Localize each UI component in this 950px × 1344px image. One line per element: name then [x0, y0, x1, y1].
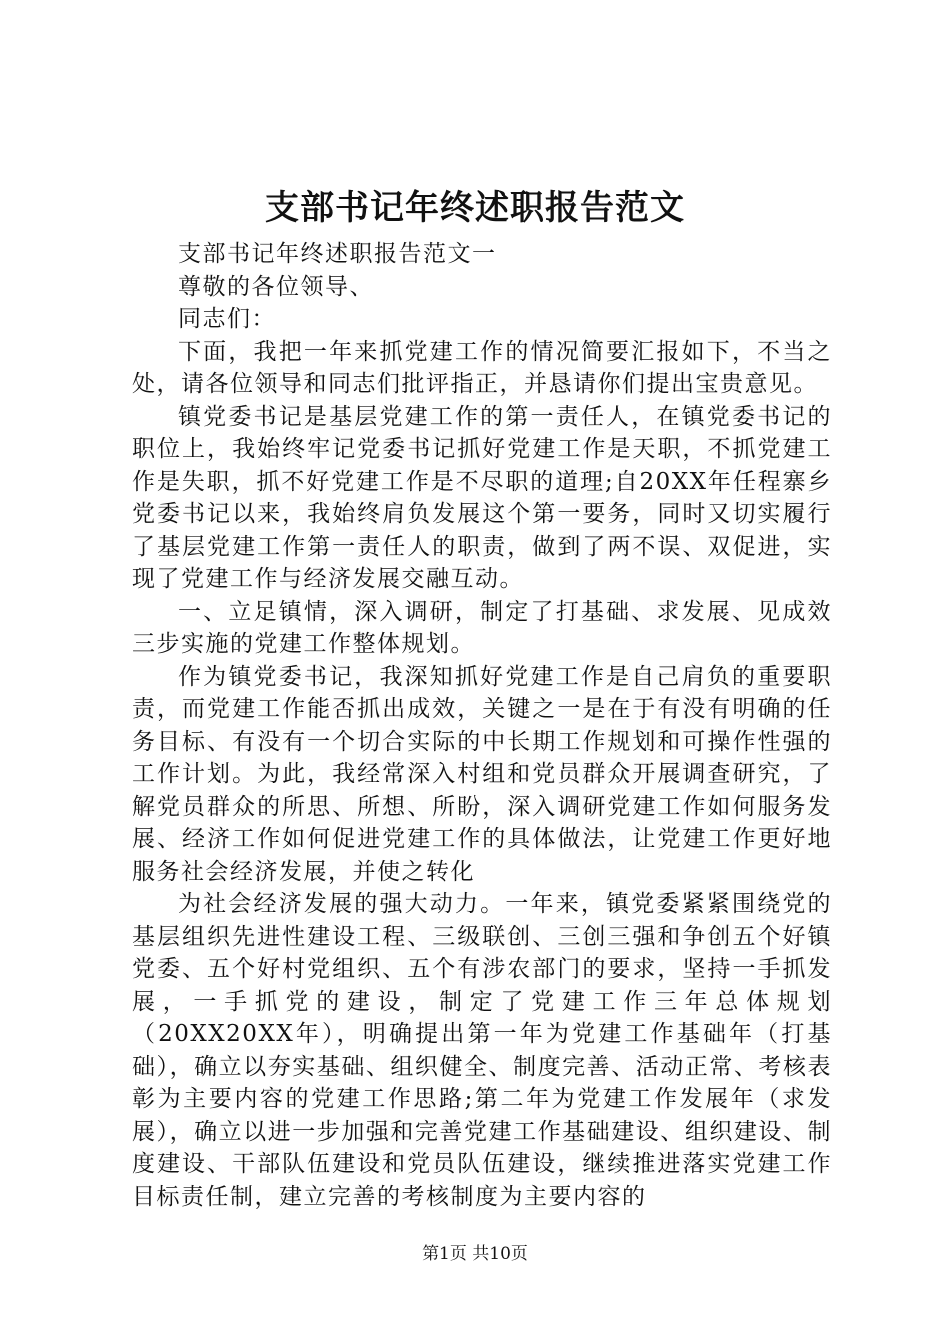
document-title: 支部书记年终述职报告范文	[265, 188, 685, 228]
paragraph-intro: 下面，我把一年来抓党建工作的情况简要汇报如下，不当之处，请各位领导和同志们批评指正，并恳请你们提出宝贵意见。	[132, 338, 832, 397]
paragraph-plan: 为社会经济发展的强大动力。一年来，镇党委紧紧围绕党的基层组织先进性建设工程、三级联创、三创三强和争创五个好镇党委、五个好村党组织、五个有涉农部门的要求，坚持一手抓发展，一手抓党的建设，制定了党建工作三年总体规划（20XX20XX年），明确提出第一年为党建工作基础年（打基础），确立以夯实基础、组织健全、制度完善、活动正常、考核表彰为主要内容的党建工作思路;第二年为党建工作发展年（求发展），确立以进一步加强和完善党建工作基础建设、组织建设、制度建设、干部队伍建设和党员队伍建设，继续推进落实党建工作目标责任制，建立完善的考核制度为主要内容的	[132, 891, 832, 1210]
paragraph-heading: 支部书记年终述职报告范文一	[178, 241, 497, 267]
paragraph-duty: 作为镇党委书记，我深知抓好党建工作是自己肩负的重要职责，而党建工作能否抓出成效，关键之一是在于有没有明确的任务目标、有没有一个切合实际的中长期工作规划和可操作性强的工作计划。为此，我经常深入村组和党员群众开展调查研究，了解党员群众的所思、所想、所盼，深入调研党建工作如何服务发展、经济工作如何促进党建工作的具体做法，让党建工作更好地服务社会经济发展，并使之转化	[132, 663, 832, 885]
paragraph-salutation-2: 同志们：	[178, 306, 276, 332]
paragraph-section-one: 一、立足镇情，深入调研，制定了打基础、求发展、见成效三步实施的党建工作整体规划。	[132, 598, 832, 657]
paragraph-salutation-1: 尊敬的各位领导、	[178, 273, 374, 300]
paragraph-responsibility: 镇党委书记是基层党建工作的第一责任人，在镇党委书记的职位上，我始终牢记党委书记抓好党建工作是天职，不抓党建工作是失职，抓不好党建工作是不尽职的道理;自20XX年任程寨乡党委书记以来，我始终肩负发展这个第一要务，同时又切实履行了基层党建工作第一责任人的职责，做到了两不误、双促进，实现了党建工作与经济发展交融互动。	[132, 403, 832, 592]
document-body	[132, 238, 832, 1213]
page-number: 第1页 共10页	[422, 1244, 528, 1264]
